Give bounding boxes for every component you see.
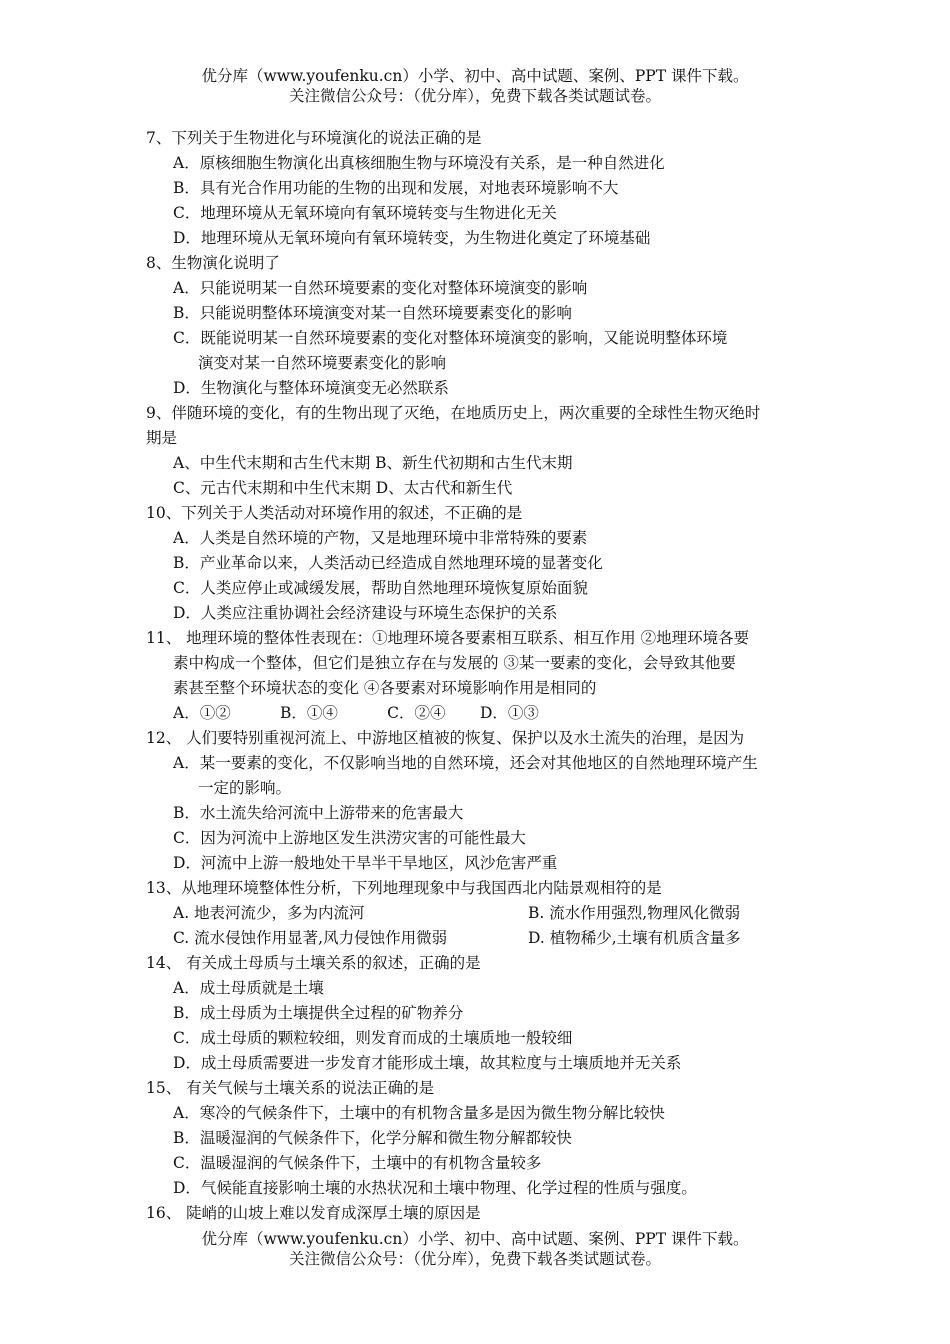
option-a: A．成土母质就是土壤	[173, 979, 324, 997]
question-stem-continued: 素中构成一个整体，但它们是独立存在与发展的 ③某一要素的变化，会导致其他要	[173, 654, 736, 672]
option-c: C．因为河流中上游地区发生洪涝灾害的可能性最大	[173, 829, 526, 847]
footer-line-2: 关注微信公众号：（优分库），免费下载各类试题试卷。	[288, 1250, 661, 1268]
options-row: A．①② B．①④ C．②④ D．①③	[173, 704, 539, 722]
question-stem: 11、 地理环境的整体性表现在：①地理环境各要素相互联系、相互作用 ②地理环境各要	[146, 629, 750, 647]
option-a: A．寒冷的气候条件下，土壤中的有机物含量多是因为微生物分解比较快	[173, 1104, 665, 1122]
question-stem: 7、下列关于生物进化与环境演化的说法正确的是	[146, 129, 482, 147]
question-14	[146, 951, 826, 1076]
options-row-cd	[173, 926, 826, 951]
option-d: D．地理环境从无氧环境向有氧环境转变，为生物进化奠定了环境基础	[173, 229, 651, 247]
option-c: C．地理环境从无氧环境向有氧环境转变与生物进化无关	[173, 204, 557, 222]
option-c-continued: 演变对某一自然环境要素变化的影响	[198, 354, 447, 372]
header-line-1: 优分库（www.youfenku.cn）小学、初中、高中试题、案例、PPT 课件下载。	[201, 67, 749, 85]
options-cd: C、元古代末期和中生代末期 D、太古代和新生代	[173, 479, 513, 497]
question-stem: 16、 陡峭的山坡上难以发育成深厚土壤的原因是	[146, 1204, 481, 1222]
option-c: C．成土母质的颗粒较细，则发育而成的土壤质地一般较细	[173, 1029, 573, 1047]
option-b: B．产业革命以来，人类活动已经造成自然地理环境的显著变化	[173, 554, 603, 572]
question-stem-continued: 期是	[146, 429, 178, 447]
question-stem: 13、从地理环境整体性分析，下列地理现象中与我国西北内陆景观相符的是	[146, 879, 662, 897]
question-13	[146, 876, 826, 951]
question-stem: 9、伴随环境的变化，有的生物出现了灭绝，在地质历史上，两次重要的全球性生物灭绝时	[146, 404, 761, 422]
option-a: A．原核细胞生物演化出真核细胞生物与环境没有关系，是一种自然进化	[173, 154, 665, 172]
option-a: A．人类是自然环境的产物，又是地理环境中非常特殊的要素	[173, 529, 588, 547]
question-10	[146, 501, 826, 626]
option-b: B．水土流失给河流中上游带来的危害最大	[173, 804, 464, 822]
footer-line-1: 优分库（www.youfenku.cn）小学、初中、高中试题、案例、PPT 课件下载。	[201, 1230, 749, 1248]
question-15	[146, 1076, 826, 1201]
option-b: B．成土母质为土壤提供全过程的矿物养分	[173, 1004, 464, 1022]
option-a: A．只能说明某一自然环境要素的变化对整体环境演变的影响	[173, 279, 588, 297]
exam-content	[146, 126, 826, 1226]
question-7	[146, 126, 826, 251]
page-header	[0, 66, 950, 106]
option-d: D．河流中上游一般地处干旱半干旱地区，风沙危害严重	[173, 854, 558, 872]
option-d: D．成土母质需要进一步发育才能形成土壤，故其粒度与土壤质地并无关系	[173, 1054, 682, 1072]
option-b: B．只能说明整体环境演变对某一自然环境要素变化的影响	[173, 304, 572, 322]
question-stem: 8、生物演化说明了	[146, 254, 280, 272]
question-8	[146, 251, 826, 401]
question-stem: 10、下列关于人类活动对环境作用的叙述，不正确的是	[146, 504, 523, 522]
options-ab: A、中生代末期和古生代末期 B、新生代初期和古生代末期	[173, 454, 573, 472]
header-line-2: 关注微信公众号：（优分库），免费下载各类试题试卷。	[288, 87, 661, 105]
option-b: B．具有光合作用功能的生物的出现和发展，对地表环境影响不大	[173, 179, 619, 197]
question-stem: 15、 有关气候与土壤关系的说法正确的是	[146, 1079, 435, 1097]
question-stem: 12、 人们要特别重视河流上、中游地区植被的恢复、保护以及水土流失的治理，是因为	[146, 729, 745, 747]
options-row-ab	[173, 901, 826, 926]
option-d: D．气候能直接影响土壤的水热状况和土壤中物理、化学过程的性质与强度。	[173, 1179, 697, 1197]
option-d: D．生物演化与整体环境演变无必然联系	[173, 379, 449, 397]
option-d: D．人类应注重协调社会经济建设与环境生态保护的关系	[173, 604, 558, 622]
question-stem: 14、 有关成土母质与土壤关系的叙述，正确的是	[146, 954, 481, 972]
question-16	[146, 1201, 826, 1226]
option-a: A．某一要素的变化，不仅影响当地的自然环境，还会对其他地区的自然地理环境产生	[173, 754, 758, 772]
option-c: C. 流水侵蚀作用显著,风力侵蚀作用微弱	[173, 929, 448, 947]
option-b: B．温暖湿润的气候条件下，化学分解和微生物分解都较快	[173, 1129, 572, 1147]
option-b: B. 流水作用强烈,物理风化微弱	[528, 904, 741, 922]
option-a-continued: 一定的影响。	[198, 779, 292, 797]
option-c: C．既能说明某一自然环境要素的变化对整体环境演变的影响，又能说明整体环境	[173, 329, 728, 347]
question-11	[146, 626, 826, 726]
option-c: C．温暖湿润的气候条件下，土壤中的有机物含量较多	[173, 1154, 542, 1172]
option-c: C．人类应停止或减缓发展，帮助自然地理环境恢复原始面貌	[173, 579, 588, 597]
question-12	[146, 726, 826, 876]
question-stem-continued: 素甚至整个环境状态的变化 ④各要素对环境影响作用是相同的	[173, 679, 597, 697]
option-a: A. 地表河流少，多为内流河	[173, 904, 365, 922]
page-footer	[0, 1229, 950, 1269]
question-9	[146, 401, 826, 501]
option-d: D. 植物稀少,土壤有机质含量多	[528, 929, 741, 947]
